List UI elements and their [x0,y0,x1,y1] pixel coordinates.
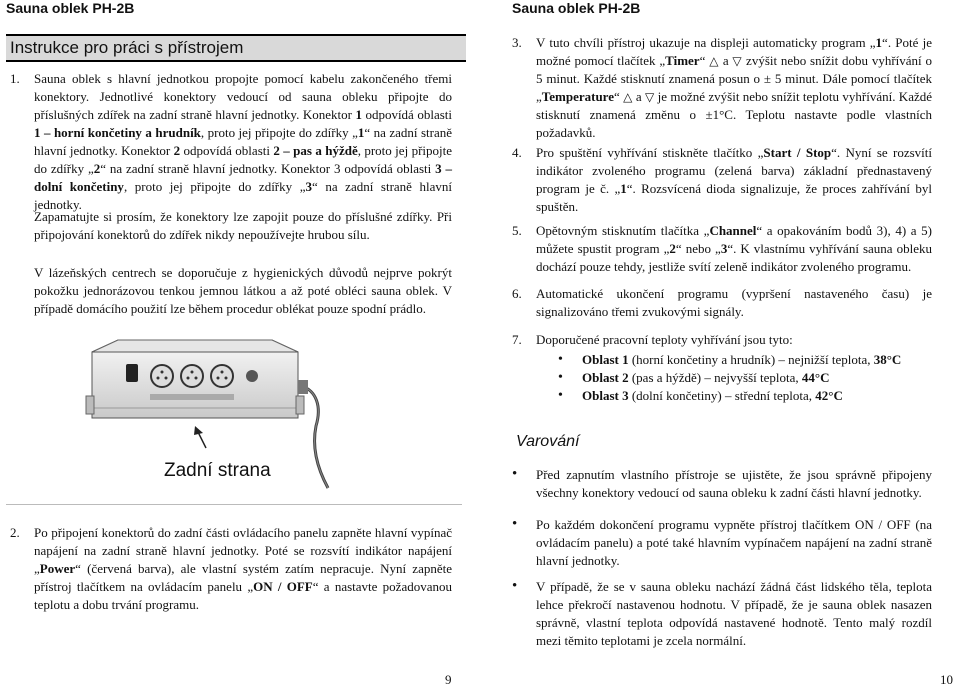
item-1-text: Sauna oblek s hlavní jednotkou propojte pomocí kabelu zakončeného třemi konektory. Jednotlivé konektory vedoucí od sauna obleku připojte do příslušných zdířek na zadní straně hlavní jednotky. Konektor 1 odpovídá oblasti 1 – horní končetiny a hrudník, proto jej připojte do zdířky „1“ na zadní straně hlavní jednotky. Konektor 2 odpovídá oblasti 2 – pas a hýždě, proto jej připojte do zdířky „2“ na zadní straně hlavní jednotky. Konektor 3 odpovídá oblasti 3 – dolní končetiny, proto jej připojte do zdířky „3“ na zadní straně hlavní jednotky. [34,71,453,212]
right-page [480,0,960,698]
back-panel-photo [66,336,376,496]
page-number: 10 [940,672,953,687]
instruction-item-7: 7. Doporučené pracovní teploty vyhřívání jsou tyto: • Oblast 1 (horní končetiny a hrudník) – nejnižší teplota, 38°C • Oblast 2 (pas a hýždě) – nejvyšší teplota, 44°C • Oblast 3 (dolní končetiny) – střední teplota, 42°C [512,331,932,405]
triangle-up-icon: △ [623,90,633,104]
instruction-item-2: 2. Po připojení konektorů do zadní části ovládacího panelu zapněte hlavní vypínač napájení na zadní straně hlavní jednotky. Poté se rozsvítí indikátor napájení „Power“ (červená barva), ale vlastní systém zatím nepracuje. Nyní zapněte přístroj tlačítkem na ovládacím panelu „ON / OFF“ a nastavte požadovanou teplotu a dobu trvání programu. [10,525,452,612]
triangle-down-icon: ▽ [732,54,743,68]
bullet-icon: • [558,370,563,385]
bullet-icon: • [512,578,518,594]
bullet-icon: • [512,466,518,482]
power-switch [126,364,138,382]
triangle-up-icon: △ [709,54,719,68]
item-4-text: Pro spuštění vyhřívání stiskněte tlačítko „Start / Stop“. Nyní se rozsvítí indikátor zvoleného programu (zelená barva) základní přednastavený program je č. „1“. Rozsvícená dioda signalizuje, že proces zahřívání byl spuštěn. [536,145,933,214]
temperature-list [512,351,932,405]
section-banner: Instrukce pro práci s přístrojem [6,34,466,62]
instruction-item-6: 6. Automatické ukončení programu (vypršení nastaveného času) je signalizováno třemi zvukovými signály. [512,286,932,319]
page-header: Sauna oblek PH-2B [6,0,135,16]
instruction-item-5: 5. Opětovným stisknutím tlačítka „Channel“ a opakováním bodů 3), 4) a 5) můžete spustit program „2“ nebo „3“. K vlastnímu vyhřívání sauna obleku dochází pouze tehdy, jestliže svítí zeleně indikátor zvoleného programu. [512,223,933,274]
left-page [0,0,470,698]
triangle-down-icon: ▽ [644,90,655,104]
item-3-text: V tuto chvíli přístroj ukazuje na displeji automaticky program „1“. Poté je možné pomocí tlačítek „Timer“ △ a ▽ zvýšit nebo snížit dobu vyhřívání o 5 minut. Každé stisknutí znamená posun o ± 5 minut. Dále pomocí tlačítek „Temperature“ △ a ▽ je možné zvýšit nebo snížit teplotu vyhřívání. Každé stisknutí znamená změnu o ±1°C. Teplotu nastavte podle vlastních požadavků. [536,35,933,140]
photo-caption: Zadní strana [164,460,271,481]
warning-item: • Po každém dokončení programu vypněte přístroj tlačítkem ON / OFF (na ovládacím panelu) a poté také hlavním vypínačem napájení na zadní straně hlavní jednotky. [512,516,932,568]
page-header: Sauna oblek PH-2B [512,0,641,16]
list-item: • Oblast 3 (dolní končetiny) – střední teplota, 42°C [558,388,843,403]
connector-sockets [151,365,233,387]
divider [6,504,462,505]
warning-item: • V případě, že se v sauna obleku nachází žádná část lidského těla, teplota lehce překročí nastavenou hodnotu. V případě, že je sauna oblek nasazen správně, vlastní teplota odpovídá nastavené hodnotě. Tento malý rozdíl mezi těmito teplotami je zcela normální. [512,578,932,648]
instruction-item-3: 3. V tuto chvíli přístroj ukazuje na displeji automaticky program „1“. Poté je možné pomocí tlačítek „Timer“ △ a ▽ zvýšit nebo snížit dobu vyhřívání o 5 minut. Každé stisknutí znamená posun o ± 5 minut. Dále pomocí tlačítek „Temperature“ △ a ▽ je možné zvýšit nebo snížit teplotu vyhřívání. Každé stisknutí znamená změnu o ±1°C. Teplotu nastavte podle vlastních požadavků. [512,35,933,140]
list-item: • Oblast 2 (pas a hýždě) – nejvyšší teplota, 44°C [558,370,830,385]
instruction-item-4: 4. Pro spuštění vyhřívání stiskněte tlačítko „Start / Stop“. Nyní se rozsvítí indikátor zvoleného programu (zelená barva) základní přednastavený program je č. „1“. Rozsvícená dioda signalizuje, že proces zahřívání byl spuštěn. [512,145,933,214]
item-7-text: Doporučené pracovní teploty vyhřívání jsou tyto: [536,332,793,347]
page-number: 9 [445,672,452,687]
warning-title: Varování [516,433,580,450]
bullet-icon: • [558,352,563,367]
bullet-icon: • [558,388,563,403]
hygiene-note: V lázeňských centrech se doporučuje z hygienických důvodů nejprve pokrýt pokožku jednorázovou tenkou jemnou látkou a až poté obléci sauna oblek. V případě domácího použití lze během procedur oblékat pouze spodní prádlo. [34,265,452,316]
item-5-text: Opětovným stisknutím tlačítka „Channel“ a opakováním bodů 3), 4) a 5) můžete spustit program „2“ nebo „3“. K vlastnímu vyhřívání sauna obleku dochází pouze tehdy, jestliže svítí zeleně indikátor zvoleného programu. [536,223,933,274]
item-6-text: Automatické ukončení programu (vypršení nastaveného času) je signalizováno třemi zvukovými signály. [536,286,932,319]
bullet-icon: • [512,516,518,532]
list-item: • Oblast 1 (horní končetiny a hrudník) – nejnižší teplota, 38°C [558,352,902,367]
item-2-text: Po připojení konektorů do zadní části ovládacího panelu zapněte hlavní vypínač napájení na zadní straně hlavní jednotky. Poté se rozsvítí indikátor napájení „Power“ (červená barva), ale vlastní systém zatím nepracuje. Nyní zapněte přístroj tlačítkem na ovládacím panelu „ON / OFF“ a nastavte požadovanou teplotu a dobu trvání programu. [34,525,452,612]
instruction-item-1: 1. Sauna oblek s hlavní jednotkou propojte pomocí kabelu zakončeného třemi konektory. Jednotlivé konektory vedoucí od sauna obleku připojte do příslušných zdířek na zadní straně hlavní jednotky. Konektor 1 odpovídá oblasti 1 – horní končetiny a hrudník, proto jej připojte do zdířky „1“ na zadní straně hlavní jednotky. Konektor 2 odpovídá oblasti 2 – pas a hýždě, proto jej připojte do zdířky „2“ na zadní straně hlavní jednotky. Konektor 3 odpovídá oblasti 3 – dolní končetiny, proto jej připojte do zdířky „3“ na zadní straně hlavní jednotky. [10,71,453,212]
connector-note: Zapamatujte si prosím, že konektory lze zapojit pouze do příslušné zdířky. Při připojování konektorů do zdířek nikdy nepoužívejte hrubou sílu. [34,209,452,242]
warning-item: • Před zapnutím vlastního přístroje se ujistěte, že jsou správně připojeny všechny konektory vedoucí od sauna obleku k zadní části hlavní jednotky. [512,466,932,500]
